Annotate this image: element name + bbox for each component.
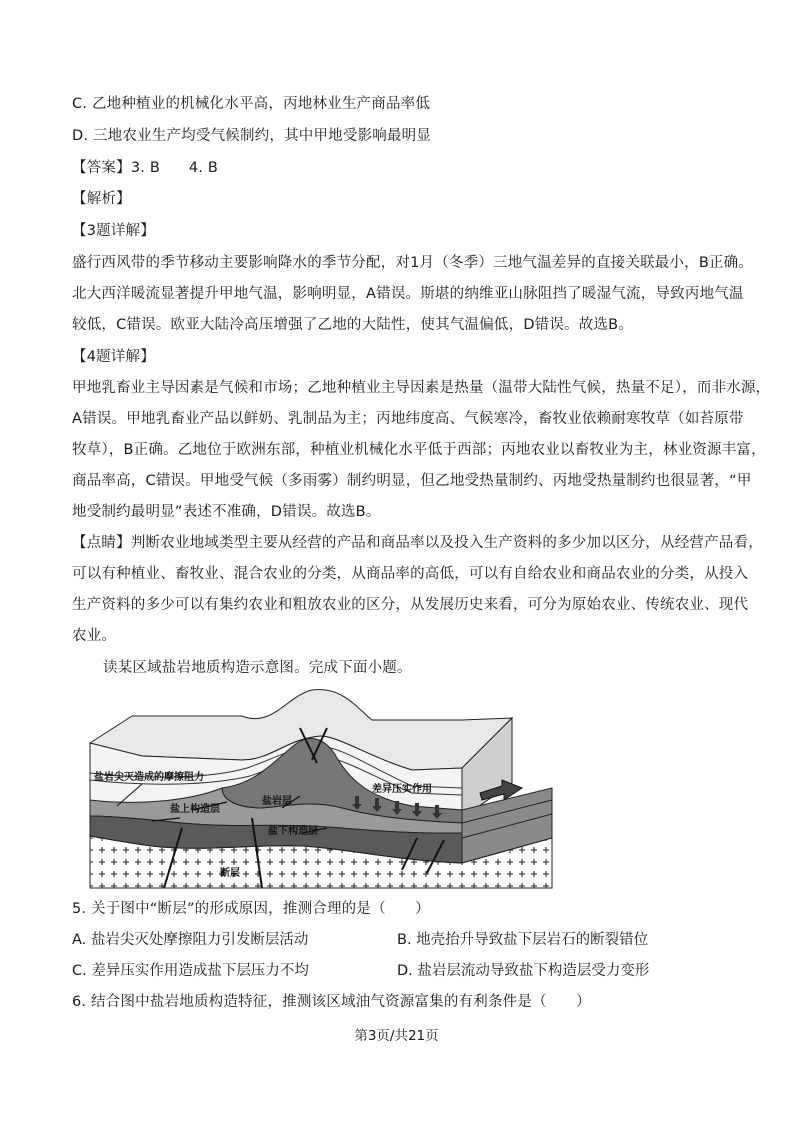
q5-option-a: A. 盐岩尖灭处摩擦阻力引发断层活动 — [72, 932, 309, 948]
q4-line: 地受制约最明显”表述不准确，D错误。故选B。 — [72, 504, 381, 520]
q3-line: 北大西洋暖流显著提升甲地气温，影响明显，A错误。斯堪的纳维亚山脉阻挡了暖湿气流，导致丙地气温 — [72, 286, 744, 302]
answer-text: 3. B 4. B — [130, 160, 219, 176]
intro-text: 读某区域盐岩地质构造示意图。完成下面小题。 — [103, 660, 412, 676]
salt-rock-geology-diagram — [72, 688, 562, 903]
label-differential-compaction: 差异压实作用 — [372, 784, 432, 795]
q5-option-c: C. 差异压实作用造成盐下层压力不均 — [72, 963, 309, 979]
answer-line — [72, 158, 732, 178]
q6-stem: 6. 结合图中盐岩地质构造特征，推测该区域油气资源富集的有利条件是（ ） — [72, 994, 591, 1010]
tip-tag: 【点睛】 — [72, 535, 131, 551]
tip-text: 判断农业地域类型主要从经营的产品和商品率以及投入生产资料的多少加以区分，从经营产品看， — [130, 535, 763, 551]
q3-line: 较低，C错误。欧亚大陆冷高压增强了乙地的大陆性，使其气温偏低，D错误。故选B。 — [72, 317, 634, 333]
q4-line: 甲地乳畜业主导因素是气候和市场；乙地种植业主导因素是热量（温带大陆性气候，热量不足），而非水源， — [72, 380, 771, 396]
option-c-q4: C. 乙地种植业的机械化水平高，丙地林业生产商品率低 — [72, 96, 431, 112]
q4-title: 【4题详解】 — [72, 349, 155, 365]
tip-line: 可以有种植业、畜牧业、混合农业的分类，从商品率的高低，可以有自给农业和商品农业的分类，从投入 — [72, 566, 749, 582]
q4-line: 商品率高，C错误。甲地受气候（多雨雾）制约明显，但乙地受热量制约、丙地受热量制约也很显著，“甲 — [72, 473, 752, 489]
tip-line — [72, 533, 763, 553]
answer-tag: 【答案】 — [72, 160, 131, 176]
option-d-q4: D. 三地农业生产均受气候制约，其中甲地受影响最明显 — [72, 128, 432, 144]
tip-line: 生产资料的多少可以有集约农业和粗放农业的区分，从发展历史来看，可分为原始农业、传统农业、现代 — [72, 597, 749, 613]
tip-line: 农业。 — [72, 628, 117, 644]
label-salt-layer: 盐岩层 — [262, 796, 292, 807]
q3-line: 盛行西风带的季节移动主要影响降水的季节分配，对1月（冬季）三地气温差异的直接关联最小，B正确。 — [72, 255, 754, 271]
analysis-tag: 【解析】 — [72, 191, 131, 207]
label-friction: 盐岩尖灭造成的摩擦阻力 — [94, 772, 204, 783]
page-footer: 第3页/共21页 — [354, 1028, 439, 1044]
q5-option-b: B. 地壳抬升导致盐下层岩石的断裂错位 — [397, 932, 649, 948]
label-lower-structure: 盐下构造层 — [268, 826, 318, 837]
q3-title: 【3题详解】 — [72, 223, 155, 239]
label-upper-structure: 盐上构造层 — [170, 804, 220, 815]
q5-stem: 5. 关于图中“断层”的形成原因，推测合理的是（ ） — [72, 901, 430, 917]
q4-line: A错误。甲地乳畜业产品以鲜奶、乳制品为主；丙地纬度高、气候寒冷，畜牧业依赖耐寒牧草（如苔原带 — [72, 411, 744, 427]
q4-line: 牧草），B正确。乙地位于欧洲东部，种植业机械化水平低于西部；丙地农业以畜牧业为主，林业资源丰富， — [72, 442, 766, 458]
label-fault: 断层 — [220, 868, 240, 879]
q5-option-d: D. 盐岩层流动导致盐下构造层受力变形 — [397, 963, 650, 979]
